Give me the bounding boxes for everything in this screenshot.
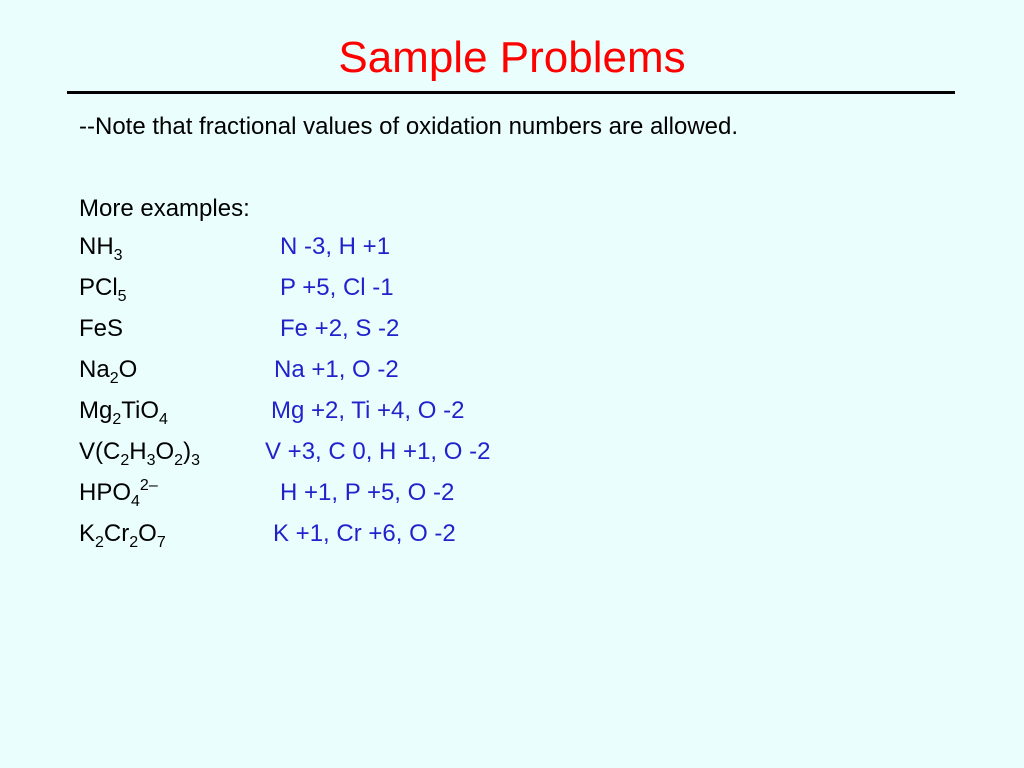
formula-subscript: 2 — [112, 411, 122, 428]
formula-subscript: 2 — [129, 534, 139, 551]
chemical-formula — [79, 477, 158, 509]
formula-text: TiO — [121, 397, 160, 424]
formula-text: ) — [183, 438, 192, 465]
example-row — [79, 518, 779, 559]
formula-text: Mg — [79, 397, 113, 424]
formula-text: FeS — [79, 315, 124, 342]
oxidation-states: K +1, Cr +6, O -2 — [273, 520, 456, 547]
title-divider — [67, 91, 955, 94]
formula-text: H — [129, 438, 147, 465]
oxidation-states: N -3, H +1 — [280, 233, 391, 260]
formula-text: O — [138, 520, 157, 547]
formula-subscript: 4 — [159, 411, 168, 428]
example-row — [79, 436, 779, 477]
formula-text: PCl — [79, 274, 118, 301]
chemical-formula — [79, 231, 123, 263]
example-row — [79, 477, 779, 518]
formula-subscript: 3 — [113, 247, 123, 264]
formula-subscript: 4 — [131, 493, 140, 510]
formula-subscript: 5 — [117, 288, 127, 305]
chemical-formula — [79, 354, 137, 386]
formula-text: Na — [79, 356, 110, 383]
oxidation-states: V +3, C 0, H +1, O -2 — [265, 438, 491, 465]
note-text: --Note that fractional values of oxidation numbers are allowed. — [79, 113, 739, 140]
oxidation-states: Na +1, O -2 — [274, 356, 399, 383]
formula-subscript: 2 — [109, 370, 119, 387]
formula-text: O — [155, 438, 175, 465]
examples-list — [79, 231, 779, 559]
formula-subscript: 2 — [120, 452, 130, 469]
example-row — [79, 395, 779, 436]
formula-subscript: 7 — [156, 534, 166, 551]
formula-subscript: 3 — [146, 452, 156, 469]
chemical-formula — [79, 395, 168, 427]
oxidation-states: P +5, Cl -1 — [280, 274, 394, 301]
formula-text: HPO — [79, 479, 132, 506]
formula-text: V(C — [79, 438, 121, 465]
oxidation-states: Fe +2, S -2 — [280, 315, 400, 342]
example-row — [79, 354, 779, 395]
formula-subscript: 2 — [174, 452, 184, 469]
oxidation-states: H +1, P +5, O -2 — [280, 479, 455, 506]
chemical-formula — [79, 518, 166, 550]
formula-subscript: 3 — [191, 452, 200, 469]
chemical-formula — [79, 272, 127, 304]
formula-subscript: 2 — [95, 534, 104, 551]
example-row — [79, 272, 779, 313]
oxidation-states: Mg +2, Ti +4, O -2 — [271, 397, 465, 424]
formula-text: Cr — [103, 520, 130, 547]
chemical-formula — [79, 313, 123, 345]
slide-title: Sample Problems — [338, 33, 686, 82]
formula-text: K — [79, 520, 96, 547]
formula-text: O — [118, 356, 138, 383]
example-row — [79, 231, 779, 272]
formula-superscript: 2– — [139, 477, 158, 494]
example-row — [79, 313, 779, 354]
examples-heading: More examples: — [79, 195, 250, 222]
chemical-formula — [79, 436, 200, 468]
formula-text: NH — [79, 233, 114, 260]
